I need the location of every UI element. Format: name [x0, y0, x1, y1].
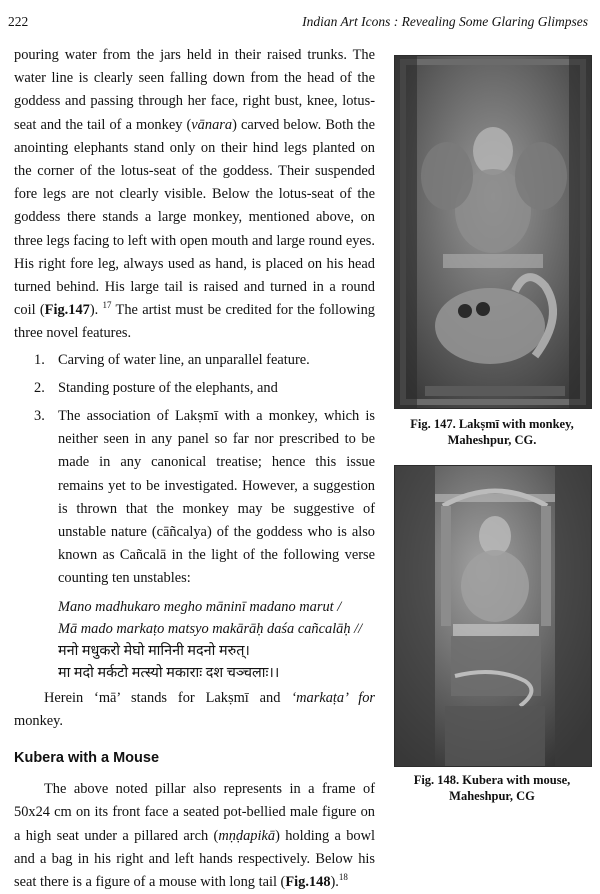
- page-number: 222: [8, 14, 29, 29]
- figure-147-caption: Fig. 147. Lakṣmī with monkey, Maheshpur, CG.: [410, 417, 574, 447]
- verse-line-devanagari: मनो मधुकरो मेघो मानिनी मदनो मरुत्।: [58, 642, 250, 659]
- figure-148-photo: [394, 465, 592, 767]
- running-header: [4, 14, 594, 34]
- verse-line-devanagari: मा मदो मर्कटो मत्स्यो मकाराः दश चञ्चलाः।।: [58, 664, 280, 681]
- figure-reference: Fig.147: [44, 302, 90, 319]
- figure-147-photo: [394, 55, 592, 409]
- kubera-relief-image: [395, 466, 591, 766]
- novel-features-list: [14, 349, 375, 591]
- list-item: 2. Standing posture of the elephants, and: [34, 379, 278, 396]
- paragraph-kubera: The above noted pillar also represents in a frame of 50x24 cm on its front face a seated pot-bellied male figure on a high seat under a pillared arch (mṇḍapikā) holding a bowl and a bag in his right and left hands respectively. Below his seat there is a figure of a mouse with long tail (Fig.148).$^{18}$: [14, 781, 375, 891]
- running-title: Indian Art Icons : Revealing Some Glaring Glimpses: [302, 14, 588, 29]
- list-item: 1. Carving of water line, an unparallel feature.: [34, 351, 310, 368]
- paragraph-elephants-monkey: pouring water from the jars held in their raised trunks. The water line is clearly seen falling down from the head of the goddess and passing through her face, right bust, knee, lotus-seat and the tail of a monkey (vānara) carved below. Both the anointing elephants stand only on their hind legs planted on the corner of the lotus-seat of the goddess. Their suspended fore legs are not clearly visible. Below the lotus-seat of the goddess there stands a large monkey, mentioned above, on three legs facing to left with open mouth and large round eyes. His right fore leg, always used as hand, is placed on his head turned behind. His large tail is raised and turned in a round coil (Fig.147). $^{17}$ The artist must be credited for the following three novel features.: [14, 47, 375, 342]
- sanskrit-verse: [14, 596, 375, 684]
- text-column: [14, 44, 375, 894]
- footnote-marker: 18: [338, 872, 348, 883]
- lakshmi-relief-image: [395, 56, 591, 408]
- figure-reference: Fig.148: [285, 874, 331, 891]
- list-item: 3. The association of Lakṣmī with a monkey, which is neither seen in any panel so far nor prescribed to be made in any canonical treatise; hence this issue remains yet to be investigated. However, a suggestion is thrown that the monkey may be suggestive of unstable nature (cāñcalya) of the goddess who is also known as Cañcalā in the light of the following verse counting ten unstables:: [34, 408, 375, 587]
- verse-line: Mā mado markaṭo matsyo makārāḥ daśa cañcalāḥ //: [58, 620, 363, 637]
- paragraph-herein: Herein ‘mā’ stands for Lakṣmī and ‘markaṭa’ for monkey.: [14, 689, 375, 729]
- verse-line: Mano madhukaro megho māninī madano marut /: [58, 598, 342, 615]
- footnote-marker: 17: [102, 300, 112, 311]
- section-heading: Kubera with a Mouse: [14, 750, 160, 767]
- figure-148-caption: Fig. 148. Kubera with mouse, Maheshpur, CG: [413, 773, 571, 803]
